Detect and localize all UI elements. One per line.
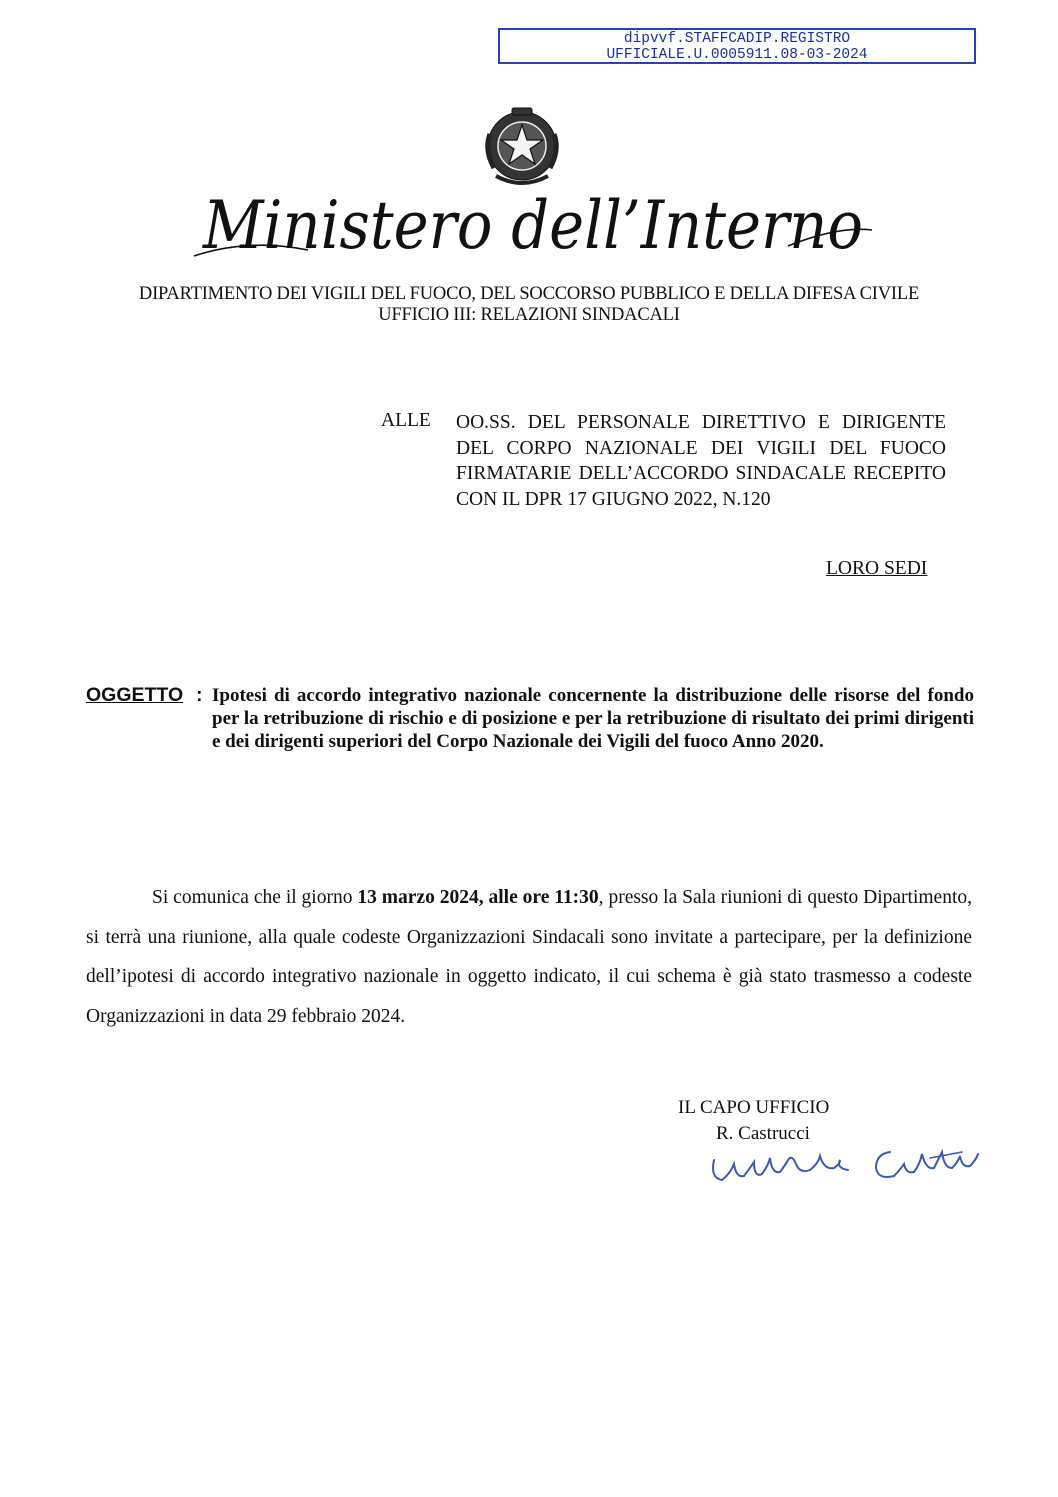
- body-part-1: Si comunica che il giorno: [152, 887, 358, 908]
- subject-colon: :: [196, 684, 203, 706]
- subject-text: Ipotesi di accordo integrativo nazionale concernente la distribuzione delle risorse del fondo per la retribuzione di rischio e di posizione e per la retribuzione di risultato dei primi dirigenti e dei dirigenti superiori del Corpo Nazionale dei Vigili del fuoco Anno 2020.: [212, 685, 974, 752]
- protocol-stamp-line-1: dipvvf.STAFFCADIP.REGISTRO: [623, 31, 851, 47]
- ministry-wordmark-text: Ministero dell’Interno: [202, 187, 863, 264]
- signatory-role: IL CAPO UFFICIO: [678, 1097, 830, 1118]
- signatory-name: R. Castrucci: [716, 1123, 810, 1144]
- loro-sedi: LORO SEDI: [826, 558, 928, 579]
- republic-emblem-icon: [476, 104, 568, 190]
- protocol-stamp: [498, 28, 976, 64]
- body-part-2: , presso la Sala riunioni di questo Dipartimento, si terrà una riunione, alla quale codeste Organizzazioni Sindacali sono invitate a partecipare, per la definizione dell’ipotesi di accordo integrativo nazionale in oggetto indicato, il cui schema è già stato trasmesso a codeste Organizzazioni in data 29 febbraio 2024.: [86, 887, 972, 1027]
- meeting-date: 13 marzo 2024, alle ore 11:30: [357, 887, 599, 908]
- ministry-wordmark: [188, 186, 878, 272]
- protocol-stamp-line-2: UFFICIALE.U.0005911.08-03-2024: [606, 47, 868, 63]
- subject-label: OGGETTO: [86, 684, 184, 706]
- recipient-text: OO.SS. DEL PERSONALE DIRETTIVO E DIRIGENTE DEL CORPO NAZIONALE DEI VIGILI DEL FUOCO FIRMATARIE DELL’ACCORDO SINDACALE RECEPITO CON IL DPR 17 GIUGNO 2022, N.120: [456, 412, 946, 510]
- office-name: UFFICIO III: RELAZIONI SINDACALI: [378, 305, 680, 325]
- handwritten-signature: [700, 1134, 990, 1194]
- body-paragraph: [86, 878, 972, 1036]
- recipient-label: ALLE: [381, 410, 431, 431]
- department-name: DIPARTIMENTO DEI VIGILI DEL FUOCO, DEL SOCCORSO PUBBLICO E DELLA DIFESA CIVILE: [138, 284, 920, 304]
